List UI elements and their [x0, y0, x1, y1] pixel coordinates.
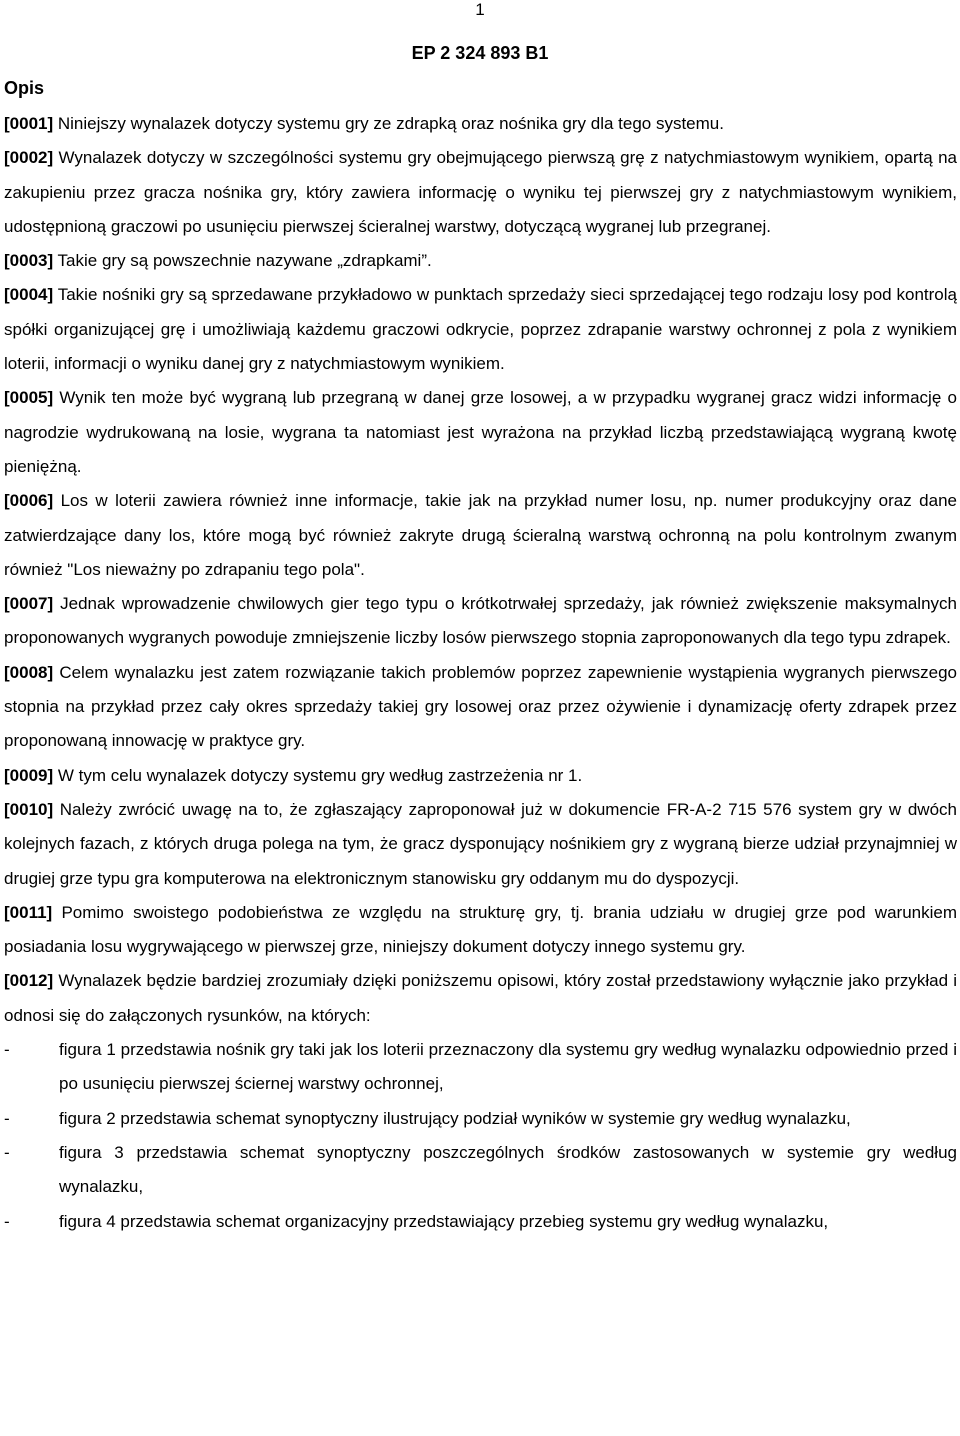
paragraph-text: Wynalazek będzie bardziej zrozumiały dzięki poniższemu opisowi, który został przedstawiony wyłącznie jako przykład i odnosi się do załączonych rysunków, na których: [4, 971, 957, 1025]
list-dash: - [4, 1108, 10, 1128]
paragraph-number: [0010] [4, 799, 54, 819]
paragraph-text: Wynik ten może być wygraną lub przegraną w danej grze losowej, a w przypadku wygranej gracz widzi informację o nagrodzie wydrukowaną na losie, wygrana ta natomiast jest wyrażona na przykład liczbą przedstawiającą wygraną kwotę pieniężną. [4, 388, 957, 476]
paragraph-number: [0005] [4, 388, 54, 408]
figure-list-item [4, 1205, 957, 1239]
paragraph-number: [0012] [4, 971, 54, 991]
list-item-text: figura 4 przedstawia schemat organizacyjny przedstawiający przebieg systemu gry według wynalazku, [59, 1211, 829, 1231]
description-body [4, 107, 957, 1239]
paragraph-text: Celem wynalazku jest zatem rozwiązanie takich problemów poprzez zapewnienie wystąpienia wygranych pierwszego stopnia na przykład przez cały okres sprzedaży takiej gry losowej oraz przez ożywienie i dynamizację oferty zdrapek przez proponowaną innowację w praktyce gry. [4, 662, 957, 751]
paragraph-0002 [4, 141, 957, 244]
paragraph-0004 [4, 278, 957, 381]
list-dash: - [4, 1142, 10, 1162]
paragraph-number: [0002] [4, 148, 54, 168]
paragraph-number: [0008] [4, 662, 54, 682]
paragraph-number: [0003] [4, 251, 54, 271]
paragraph-text: Wynalazek dotyczy w szczególności systemu gry obejmującego pierwszą grę z natychmiastowym wynikiem, opartą na zakupieniu przez gracza nośnika gry, który zawiera informację o wyniku tej pierwszej gry z natychmiastowym wynikiem, udostępnioną graczowi po usunięciu pierwszej ścieralnej warstwy, dotyczącą wygranej lub przegranej. [4, 148, 957, 236]
list-item-text: figura 3 przedstawia schemat synoptyczny poszczególnych środków zastosowanych w systemie gry według wynalazku, [59, 1142, 957, 1197]
paragraph-number: [0004] [4, 285, 54, 305]
paragraph-text: Takie nośniki gry są sprzedawane przykładowo w punktach sprzedaży sieci sprzedającej tego rodzaju losy pod kontrolą spółki organizującej grę i umożliwiają każdemu graczowi odkrycie, poprzez zdrapanie warstwy ochronnej z pola z wynikiem loterii, informacji o wyniku danej gry z natychmiastowym wynikiem. [4, 285, 957, 374]
paragraph-number: [0001] [4, 114, 54, 133]
list-dash: - [4, 1211, 10, 1231]
paragraph-text: Pomimo swoistego podobieństwa ze względu na strukturę gry, tj. brania udziału w drugiej grze pod warunkiem posiadania losu wygrywającego w pierwszej grze, niniejszy dokument dotyczy innego systemu gry. [4, 902, 957, 957]
paragraph-number: [0007] [4, 594, 54, 614]
paragraph-0011 [4, 896, 957, 965]
paragraph-0008 [4, 656, 957, 759]
paragraph-0006 [4, 484, 957, 587]
paragraph-0003 [4, 244, 957, 278]
figure-list-item [4, 1102, 957, 1136]
paragraph-0001 [4, 107, 957, 141]
paragraph-text: W tym celu wynalazek dotyczy systemu gry według zastrzeżenia nr 1. [53, 765, 583, 785]
paragraph-0007 [4, 587, 957, 656]
paragraph-number: [0009] [4, 765, 54, 785]
paragraph-text: Niniejszy wynalazek dotyczy systemu gry ze zdrapką oraz nośnika gry dla tego systemu. [53, 114, 724, 133]
figure-list-item [4, 1136, 957, 1205]
list-item-text: figura 1 przedstawia nośnik gry taki jak los loterii przeznaczony dla systemu gry według wynalazku odpowiednio przed i po usunięciu pierwszej ściernej warstwy ochronnej, [59, 1040, 957, 1094]
paragraph-text: Jednak wprowadzenie chwilowych gier tego typu o krótkotrwałej sprzedaży, jak również zwiększenie maksymalnych proponowanych wygranych powoduje zmniejszenie liczby losów pierwszego stopnia zaproponowanych dla tego typu zdrapek. [4, 594, 957, 648]
paragraph-text: Los w loterii zawiera również inne informacje, takie jak na przykład numer losu, np. numer produkcyjny oraz dane zatwierdzające dany los, które mogą być również zakryte drugą ścieralną warstwą ochronną na polu kontrolnym zwanym również "Los nieważny po zdrapaniu tego pola". [4, 491, 957, 579]
paragraph-0009 [4, 759, 957, 793]
figure-list-item [4, 1033, 957, 1102]
paragraph-number: [0006] [4, 491, 54, 511]
section-title: Opis [4, 78, 45, 98]
paragraph-0005 [4, 381, 957, 484]
document-number: EP 2 324 893 B1 [411, 43, 549, 63]
paragraph-0012 [4, 964, 957, 1033]
page-number: 1 [475, 0, 485, 19]
list-item-text: figura 2 przedstawia schemat synoptyczny ilustrujący podział wyników w systemie gry według wynalazku, [59, 1108, 851, 1128]
paragraph-text: Takie gry są powszechnie nazywane „zdrapkami”. [53, 251, 432, 271]
paragraph-text: Należy zwrócić uwagę na to, że zgłaszający zaproponował już w dokumencie FR-A-2 715 576 system gry w dwóch kolejnych fazach, z których druga polega na tym, że gracz dysponujący nośnikiem gry z wygraną bierze udział przynajmniej w drugiej grze typu gra komputerowa na elektronicznym stanowisku gry oddanym mu do dyspozycji. [4, 799, 957, 888]
paragraph-0010 [4, 793, 957, 896]
list-dash: - [4, 1040, 10, 1060]
paragraph-number: [0011] [4, 902, 53, 922]
